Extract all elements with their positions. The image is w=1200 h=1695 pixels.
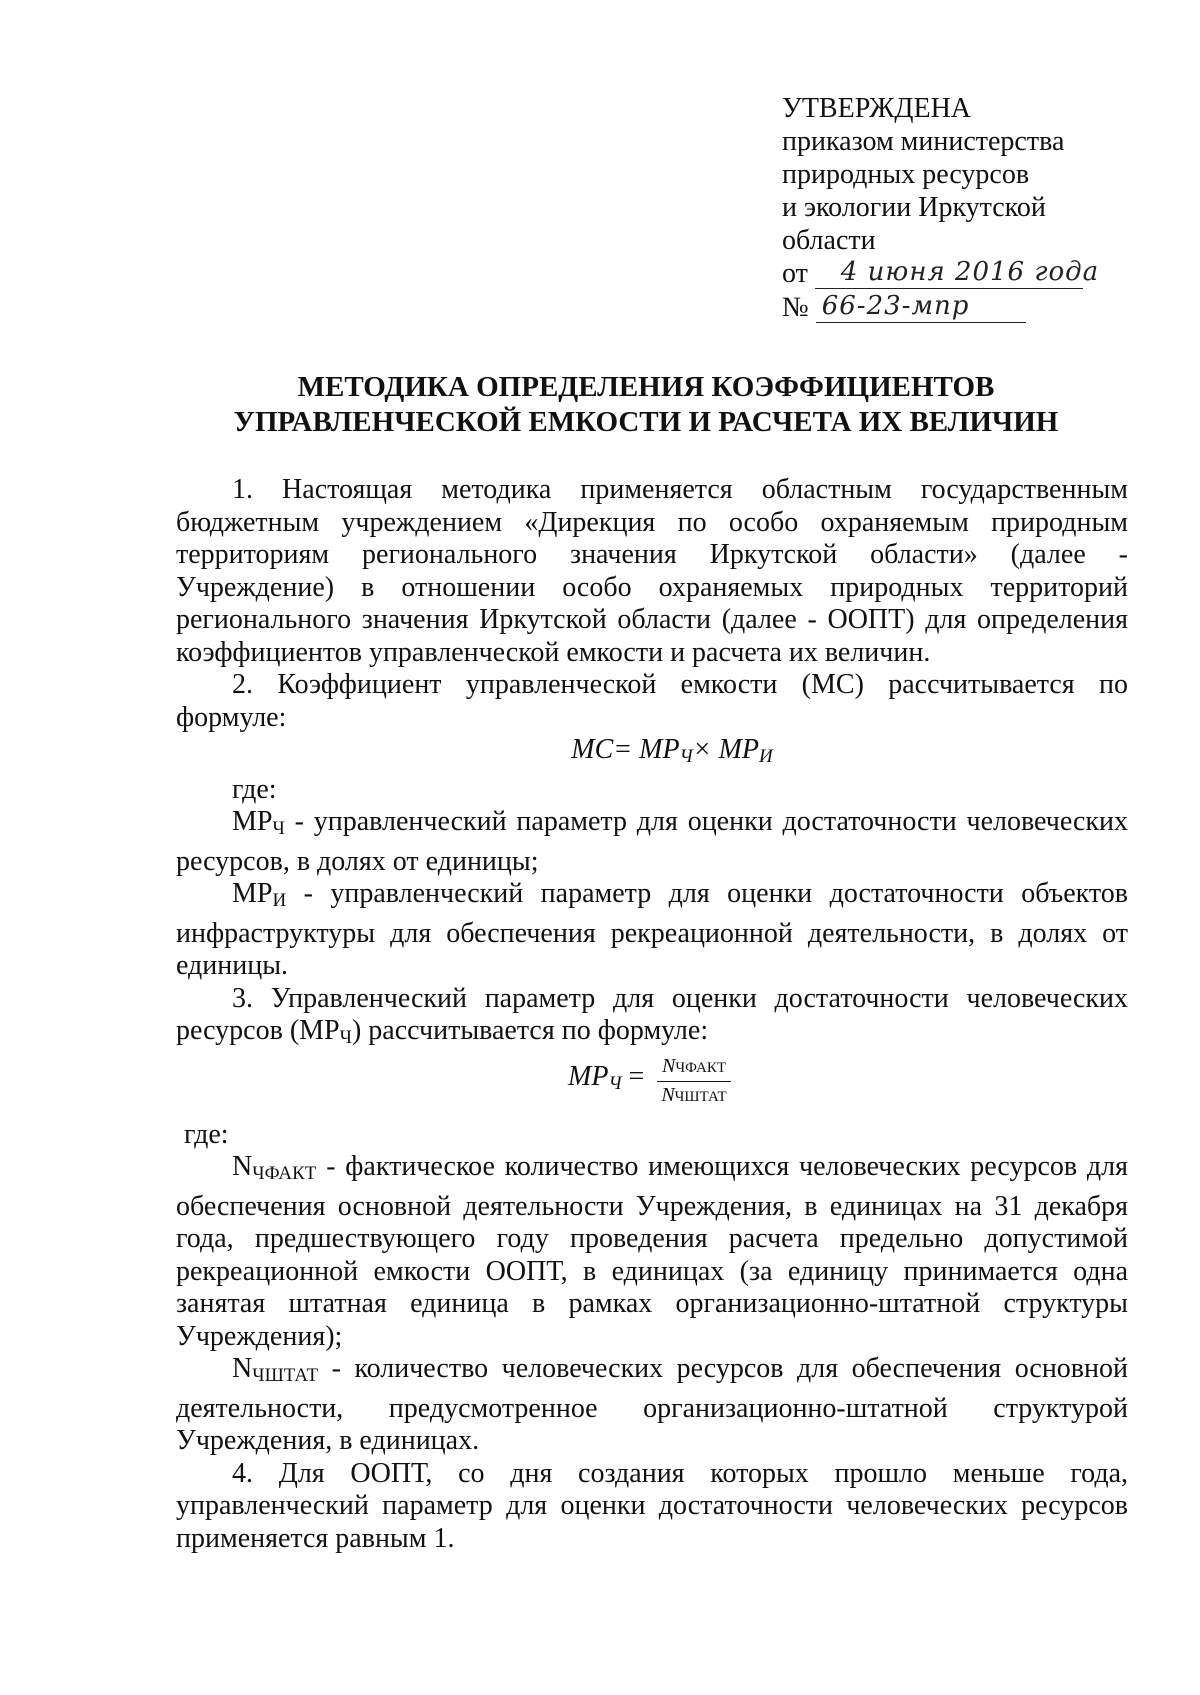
formula-mp-ch-lhs-sub: Ч — [608, 1073, 622, 1095]
mp-ch-sub: Ч — [272, 818, 285, 839]
p3-text-a: 3. Управленческий параметр для оценки достаточности человеческих ресурсов (MP — [176, 982, 1128, 1046]
approval-date-prefix: от — [782, 258, 808, 289]
definition-mp-i — [176, 878, 1128, 983]
title-line-2: УПРАВЛЕНЧЕСКОЙ ЕМКОСТИ И РАСЧЕТА ИХ ВЕЛИЧИН — [233, 406, 1059, 438]
approval-number-prefix: № — [782, 292, 809, 323]
formula-mp-ch-eq: = — [621, 1061, 645, 1093]
formula-fraction — [657, 1053, 730, 1110]
approval-date-line — [782, 257, 1142, 291]
mp-i-sub: И — [272, 890, 287, 911]
n-fact-text: - фактическое количество имеющихся человеческих ресурсов для обеспечения основной деятельности Учреждения, в единицах на 31 декабря года, предшествующего году проведения расчета предельно допустимой рекреационной емкости ООПТ, в единицах (за единицу принимается одна занятая штатная единица в рамках организационно-штатной структуры Учреждения); — [176, 1151, 1128, 1352]
n-shtat-term: N — [232, 1353, 253, 1384]
numerator-n: N — [661, 1054, 676, 1077]
formula-mc-lhs: MC= MP — [571, 734, 680, 765]
mp-i-term: MP — [232, 878, 273, 909]
approval-date-handwritten: 4 июня 2016 года — [840, 257, 1100, 287]
paragraph-2: 2. Коэффициент управленческой емкости (MC) рассчитывается по формуле: — [176, 669, 1128, 733]
n-shtat-text: - количество человеческих ресурсов для обеспечения основной деятельности, предусмотренное организационно-штатной структурой Учреждения, в единицах. — [176, 1353, 1128, 1456]
document-title — [176, 370, 1116, 440]
approval-heading: УТВЕРЖДЕНА — [782, 93, 972, 124]
where-label-1: где: — [232, 773, 277, 805]
p3-sub: Ч — [339, 1027, 352, 1048]
formula-mp-ch — [176, 1055, 1128, 1119]
mp-i-text: - управленческий параметр для оценки достаточности объектов инфраструктуры для обеспечения рекреационной деятельности, в долях от единицы. — [176, 878, 1128, 981]
p3-text-b: ) рассчитывается по формуле: — [351, 1015, 709, 1046]
approval-date-field — [815, 257, 1100, 291]
paragraph-1: 1. Настоящая методика применяется областным государственным бюджетным учреждением «Дирекция по особо охраняемым природным территориям регионального значения Иркутской области» (далее - Учреждение) в отношении особо охраняемых природных территорий регионального значения Иркутской области (далее - ООПТ) для определения коэффициентов управленческой емкости и расчета их величин. — [176, 474, 1128, 668]
approval-number-handwritten: 66-23-мпр — [821, 291, 970, 321]
definition-n-fact — [176, 1151, 1128, 1353]
n-fact-term: N — [232, 1151, 253, 1182]
mp-ch-term: MP — [232, 806, 273, 837]
n-shtat-sub: ЧШТАТ — [252, 1365, 319, 1386]
denominator-n: N — [661, 1083, 675, 1106]
approval-stamp-block — [782, 92, 1142, 325]
fraction-numerator — [657, 1053, 730, 1082]
formula-mc — [176, 734, 1128, 774]
definition-mp-ch — [176, 806, 1128, 878]
formula-mc-op: × MP — [692, 734, 759, 765]
approval-line-4: области — [782, 225, 876, 256]
n-fact-sub: ЧФАКТ — [252, 1163, 317, 1184]
numerator-sub: ЧФАКТ — [675, 1059, 726, 1076]
denominator-sub: ЧШТАТ — [674, 1088, 727, 1105]
formula-mp-ch-lhs-base: MP — [568, 1061, 609, 1093]
formula-mc-sub1: Ч — [679, 746, 693, 767]
fraction-denominator — [657, 1082, 730, 1110]
formula-mp-ch-lhs — [568, 1061, 644, 1101]
document-body — [176, 474, 1128, 1555]
paragraph-3 — [176, 983, 1128, 1055]
where-label-2: где: — [184, 1118, 229, 1150]
approval-line-3: и экологии Иркутской — [782, 192, 1046, 223]
paragraph-4: 4. Для ООПТ, со дня создания которых прошло меньше года, управленческий параметр для оценки достаточности человеческих ресурсов применяется равным 1. — [176, 1457, 1128, 1554]
approval-number-line — [782, 291, 1142, 325]
approval-line-1: приказом министерства — [782, 126, 1065, 157]
mp-ch-text: - управленческий параметр для оценки достаточности человеческих ресурсов, в долях от единицы; — [176, 806, 1128, 877]
title-line-1: МЕТОДИКА ОПРЕДЕЛЕНИЯ КОЭФФИЦИЕНТОВ — [297, 371, 995, 403]
approval-number-field — [816, 291, 1026, 325]
definition-n-shtat — [176, 1353, 1128, 1458]
approval-line-2: природных ресурсов — [782, 159, 1030, 190]
formula-mc-sub2: И — [759, 746, 773, 767]
